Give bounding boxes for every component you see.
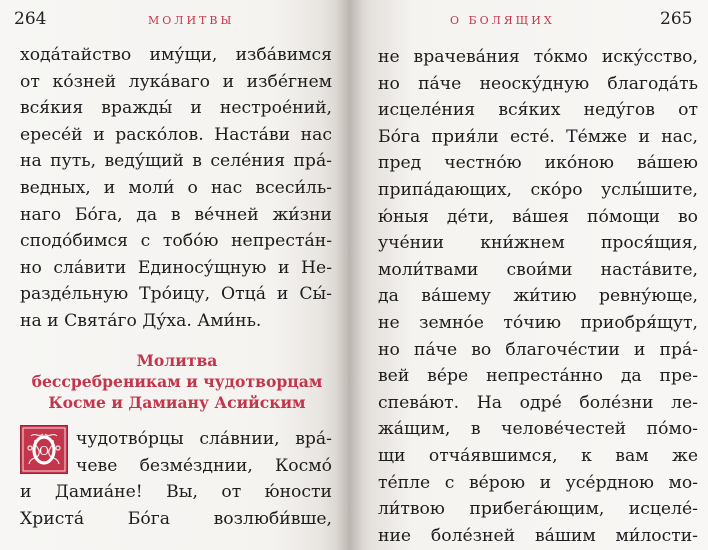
- text-line: уче́нии кни́жнем прося́щия,: [378, 233, 698, 254]
- running-head-left: МОЛИТВЫ: [148, 14, 235, 27]
- right-body-text: [378, 44, 698, 549]
- left-body-text: [20, 42, 332, 335]
- text-line: Христа́ Бо́га возлюби́вше,: [20, 508, 332, 529]
- text-line: вся́кия вражды́ и нестрое́ний,: [20, 98, 332, 119]
- text-line: но сла́вити Единосу́щную и Не-: [20, 257, 332, 278]
- text-line: и Дамиа́не! Вы, от ю́ности: [20, 482, 332, 503]
- text-line: наго Бо́га, да в ве́чней жи́зни: [20, 204, 332, 225]
- text-line: Бо́га прия́ли есте́. Те́мже и нас,: [378, 126, 698, 147]
- page-number-right: 265: [660, 9, 693, 29]
- text-line: разде́льную Тро́ицу, Отца́ и Сы́-: [20, 284, 332, 305]
- text-line: от ко́зней лука́ваго и избе́гнем: [20, 71, 332, 92]
- text-line: спева́ют. На одре́ боле́зни ле-: [378, 392, 698, 413]
- svg-text:О: О: [39, 444, 49, 458]
- text-line: пред честно́ю ико́ною ва́шею: [378, 153, 698, 174]
- text-line: не врачева́ния то́кмо иску́сство,: [378, 47, 698, 67]
- text-line: те́пле с ве́рою и усе́рдною мо-: [378, 472, 698, 493]
- text-line: ние боле́зней ва́шим ми́лости-: [378, 525, 698, 546]
- heading-line: Молитва: [136, 351, 218, 370]
- text-line: ю́ныя де́ти, ва́шея по́мощи во: [378, 206, 698, 227]
- text-line: ли́твою прибега́ющим, исцеле́-: [378, 499, 698, 520]
- page-number-left: 264: [14, 9, 47, 29]
- text-line: жа́щим, в челове́честей по́мо-: [378, 419, 698, 440]
- text-line: на и Свята́го Ду́ха. Ами́нь.: [20, 310, 262, 331]
- prayer-text: [20, 426, 332, 532]
- text-line: сподо́бимся с тобо́ю непреста́н-: [20, 231, 332, 252]
- text-line: не земно́е то́чию приобря́щут,: [378, 312, 698, 333]
- text-line: припа́дающих, ско́ро услы́шите,: [378, 179, 698, 200]
- text-line: моли́твами свои́ми наста́вите,: [378, 259, 698, 280]
- text-line: щи отча́явшимся, к вам же: [378, 445, 698, 466]
- text-line: да ва́шему жи́тию ревну́юще,: [378, 286, 698, 307]
- text-line: но па́че неоску́дную благода́ть: [378, 73, 698, 94]
- text-line: исцеле́ния вся́ких неду́гов от: [378, 100, 698, 121]
- text-line: ересе́й и раско́лов. Наста́ви нас: [20, 124, 332, 145]
- heading-line: бессребреникам и чудотворцам: [31, 372, 323, 391]
- text-line: но па́че во благоче́стии и пра́-: [378, 339, 698, 360]
- text-line: хода́тайство иму́щи, изба́вимся: [20, 45, 332, 65]
- running-head-right: О БОЛЯЩИХ: [450, 14, 555, 27]
- text-line: вей ве́ре непреста́нно да пре-: [378, 366, 698, 387]
- heading-line: Косме и Дамиану Асийским: [48, 393, 306, 412]
- text-line: ведных, и моли́ о нас всеси́ль-: [20, 177, 332, 198]
- text-line: чудотво́рцы сла́внии, вра́-: [76, 429, 332, 449]
- text-line: чеве безме́зднии, Космо́: [76, 455, 332, 476]
- right-page: [348, 0, 708, 550]
- prayer-heading: [16, 350, 338, 413]
- text-line: на путь, веду́щий в селе́ния пра́-: [20, 151, 332, 172]
- left-page: [0, 0, 348, 550]
